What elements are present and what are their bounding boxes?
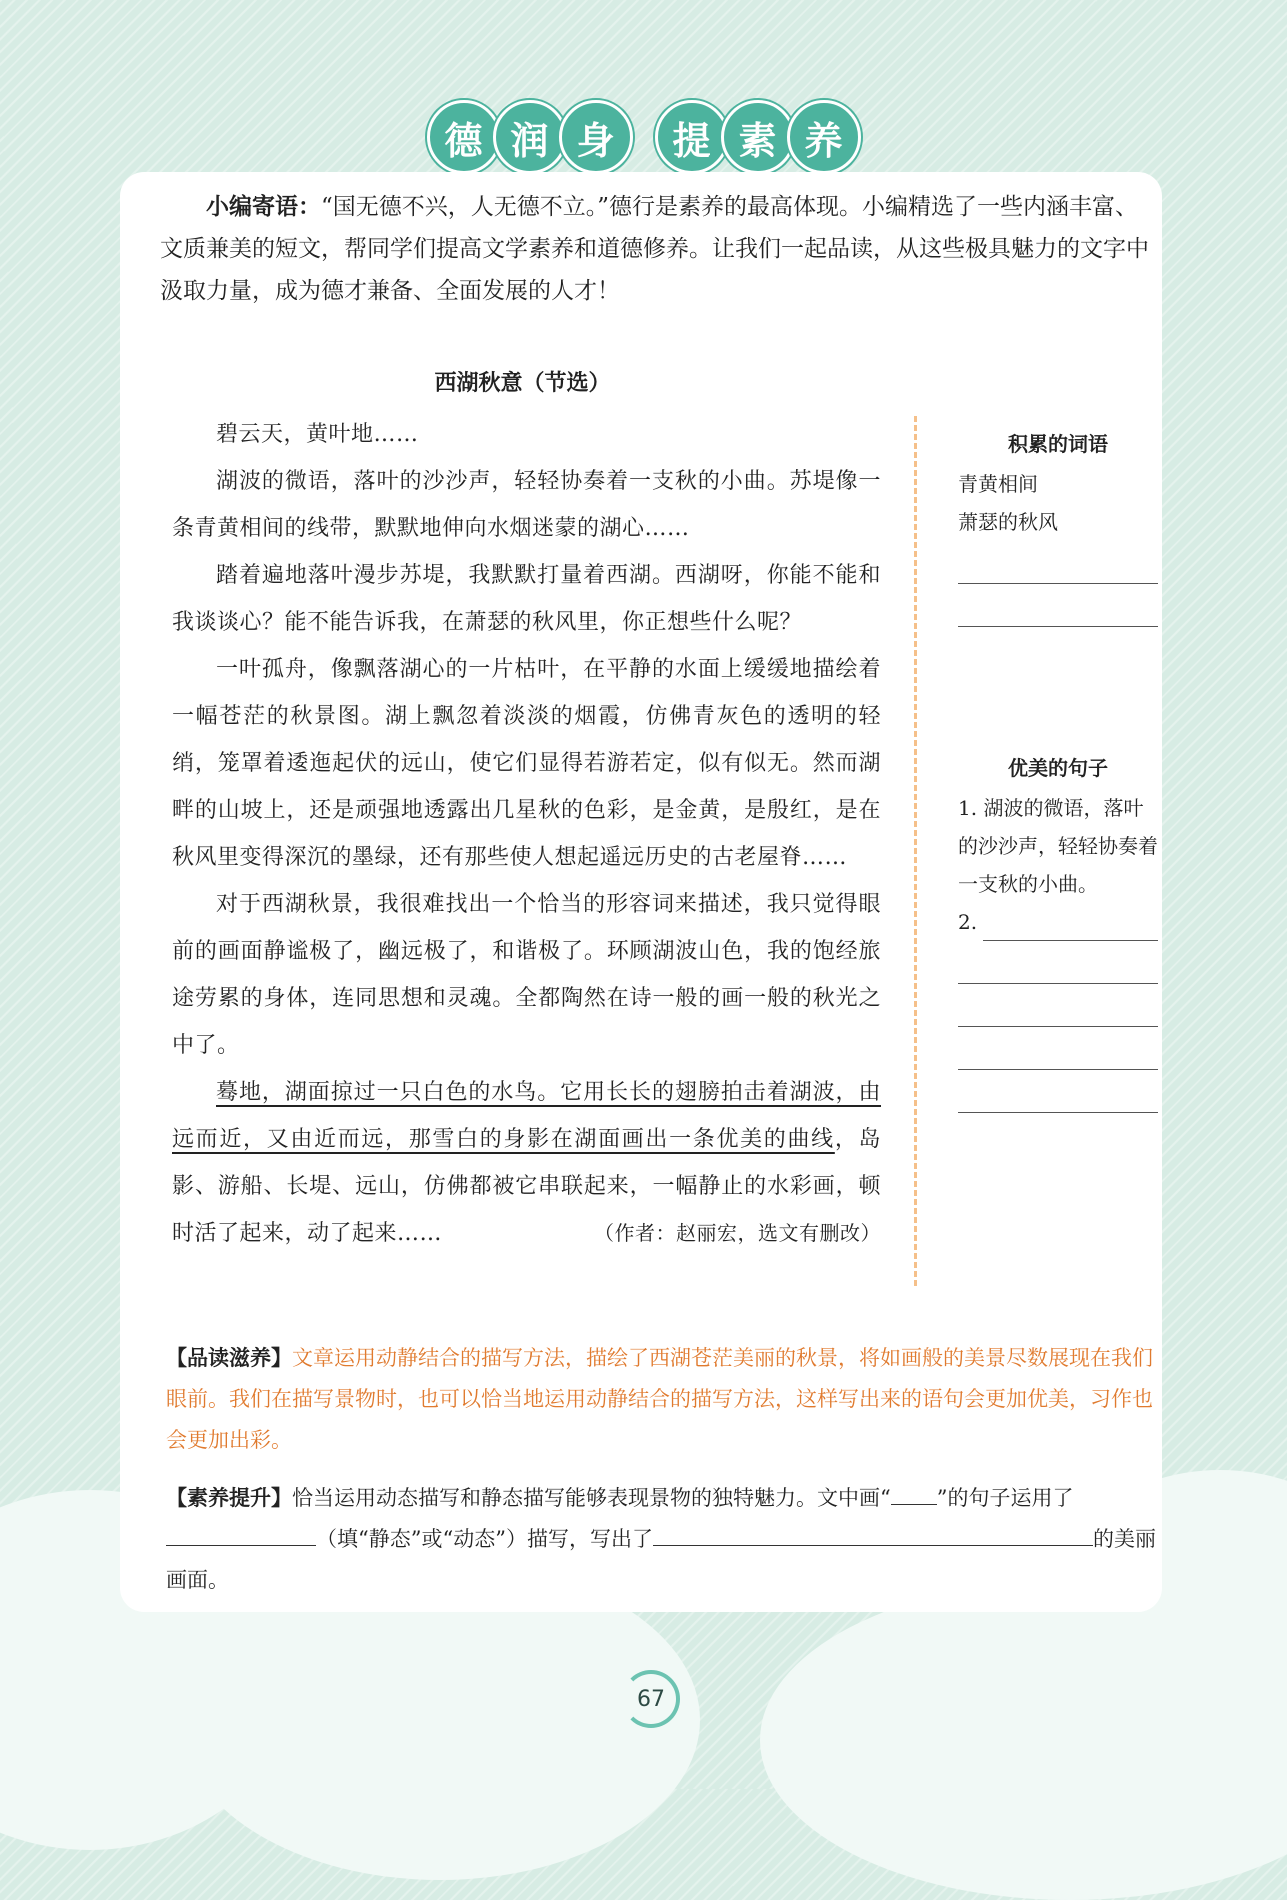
article-body [172,411,881,1257]
literacy-label: 【素养提升】 [166,1486,292,1510]
title-group-1 [427,100,633,174]
article-paragraph: 一叶孤舟，像飘落湖心的一片枯叶，在平静的水面上缓缓地描绘着一幅苍茫的秋景图。湖上飘忽着淡淡的烟霞，仿佛青灰色的透明的轻绡，笼罩着逶迤起伏的远山，使它们显得若游若定，似有似无。然而湖畔的山坡上，还是顽强地透露出几星秋的色彩，是金黄，是殷红，是在秋风里变得深沉的墨绿，还有那些使人想起遥远历史的古老屋脊…… [172,657,881,870]
reading-note-text: 文章运用动静结合的描写方法，描绘了西湖苍茫美丽的秋景，将如画般的美景尽数展现在我们眼前。我们在描写景物时，也可以恰当地运用动静结合的描写方法，这样写出来的语句会更加优美，习作也会更加出彩。 [166,1346,1153,1452]
sentence-blank-line[interactable] [958,1070,1158,1113]
reading-note-label: 【品读滋养】 [166,1346,292,1370]
vocab-word: 青黄相间 [958,472,1038,496]
title-char: 素 [721,100,795,174]
page-number: 67 [622,1670,680,1728]
article-paragraph: 碧云天，黄叶地…… [216,422,419,447]
article-title: 西湖秋意（节选） [434,371,611,396]
sentences-heading: 优美的句子 [1008,756,1108,780]
dashed-divider [914,416,917,1286]
title-char: 提 [655,100,729,174]
editor-note-label: 小编寄语： [206,194,321,220]
title-char: 身 [559,100,633,174]
exercise-text: ”的句子运用了 [936,1486,1074,1510]
article-paragraph: 踏着遍地落叶漫步苏堤，我默默打量着西湖。西湖呀，你能不能和我谈谈心？能不能告诉我，在萧瑟的秋风里，你正想些什么呢？ [172,563,881,635]
vocab-panel [958,428,1158,627]
sentence-blank-line[interactable] [983,910,1158,941]
article-author: （作者：赵丽宏，选文有删改） [594,1221,881,1245]
sentence-item-2 [958,903,1158,941]
title-group-2 [655,100,861,174]
sentence-blank-line[interactable] [958,1027,1158,1070]
editor-note [160,186,1150,312]
title-char: 养 [787,100,861,174]
reading-note [166,1338,1156,1461]
editor-note-text: “国无德不兴，人无德不立。”德行是素养的最高体现。小编精选了一些内涵丰富、文质兼美的短文，帮同学们提高文学素养和道德修养。让我们一起品读，从这些极具魅力的文字中汲取力量，成为德才兼备、全面发展的人才！ [160,194,1149,304]
exercise-text: 的美丽画面。 [166,1527,1156,1592]
exercise-text: （填“静态”或“动态”）描写，写出了 [316,1527,653,1551]
exercise-text: 恰当运用动态描写和静态描写能够表现景物的独特魅力。文中画“ [292,1486,891,1510]
article-paragraph: 湖波的微语，落叶的沙沙声，轻轻协奏着一支秋的小曲。苏堤像一条青黄相间的线带，默默地伸向水烟迷蒙的湖心…… [172,469,881,541]
literacy-exercise [166,1478,1156,1601]
sentences-panel [958,752,1158,1113]
vocab-blank-line[interactable] [958,541,1158,584]
vocab-heading: 积累的词语 [1008,432,1108,456]
sentence-blank-line[interactable] [958,941,1158,984]
article-paragraph [172,1069,881,1257]
answer-blank-type[interactable] [166,1521,316,1546]
paragraph-rest: ，岛影、游船、长堤、远山，仿佛都被它串联起来，一幅静止的水彩画，顿时活了起来，动了起来…… [172,1127,881,1246]
article-paragraph: 对于西湖秋景，我很难找出一个恰当的形容词来描述，我只觉得眼前的画面静谧极了，幽远极了，和谐极了。环顾湖波山色，我的饱经旅途劳累的身体，连同思想和灵魂。全都陶然在诗一般的画一般的秋光之中了。 [172,892,881,1058]
title-char: 德 [427,100,501,174]
answer-blank-symbol[interactable] [891,1480,937,1505]
sentence-item: 1. 湖波的微语，落叶的沙沙声，轻轻协奏着一支秋的小曲。 [958,796,1158,896]
answer-blank-scene[interactable] [653,1521,1093,1546]
sentence-blank-line[interactable] [958,984,1158,1027]
title-char: 润 [493,100,567,174]
underlined-sentence: 蓦地，湖面掠过一只白色的水鸟。它用长长的翅膀拍击着湖波，由远而近，又由近而远，那雪白的身影在湖面画出一条优美的曲线 [172,1080,881,1152]
vocab-word: 萧瑟的秋风 [958,510,1058,534]
sentence-number: 2. [958,910,978,934]
vocab-blank-line[interactable] [958,584,1158,627]
section-title [0,100,1287,174]
